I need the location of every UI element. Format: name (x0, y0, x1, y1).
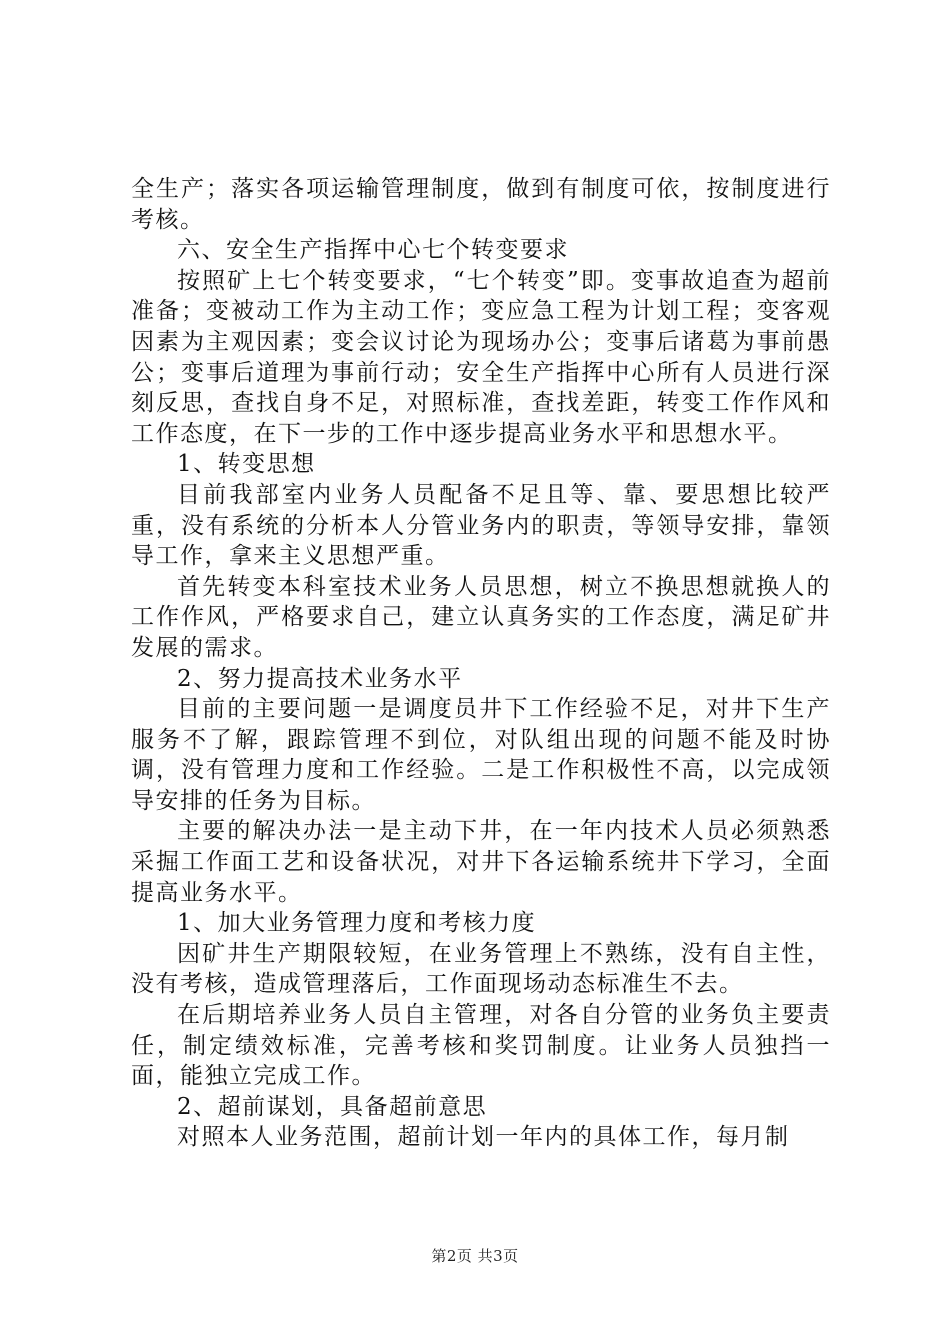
paragraph-short-period: 因矿井生产期限较短，在业务管理上不熟练，没有自主性，没有考核，造成管理落后，工作面现场动态标准生不去。 (131, 940, 831, 998)
paragraph-later-training: 在后期培养业务人员自主管理，对各自分管的业务负主要责任，制定绩效标准，完善考核和奖罚制度。让业务人员独挡一面，能独立完成工作。 (131, 1002, 831, 1090)
page-footer: 第2页 共3页 (431, 1247, 519, 1265)
paragraph-business-scope: 对照本人业务范围，超前计划一年内的具体工作，每月制 (177, 1124, 790, 1151)
paragraph-first-change: 首先转变本科室技术业务人员思想，树立不换思想就换人的工作作风，严格要求自己，建立认真务实的工作态度，满足矿井发展的需求。 (131, 573, 831, 661)
paragraph-seven-changes: 按照矿上七个转变要求，“七个转变”即。变事故追查为超前准备；变被动工作为主动工作；变应急工程为计划工程；变客观因素为主观因素；变会议讨论为现场办公；变事后诸葛为事前愚公；变事后道理为事前行动；安全生产指挥中心所有人员进行深刻反思，查找自身不足，对照标准，查找差距，转变工作作风和工作态度，在下一步的工作中逐步提高业务水平和思想水平。 (131, 267, 831, 447)
subheading-change-thinking: 1、转变思想 (177, 451, 316, 478)
paragraph-solutions: 主要的解决办法一是主动下井，在一年内技术人员必须熟悉采掘工作面工艺和设备状况，对井下各运输系统井下学习，全面提高业务水平。 (131, 818, 831, 906)
paragraph-current-staff: 目前我部室内业务人员配备不足且等、靠、要思想比较严重，没有系统的分析本人分管业务内的职责，等领导安排，靠领导工作，拿来主义思想严重。 (131, 481, 831, 570)
subheading-advance-planning: 2、超前谋划，具备超前意思 (177, 1093, 488, 1120)
paragraph-1: 全生产；落实各项运输管理制度，做到有制度可依，按制度进行考核。 (131, 176, 831, 233)
document-body (131, 174, 831, 1153)
subheading-management: 1、加大业务管理力度和考核力度 (177, 910, 537, 937)
paragraph-main-problems: 目前的主要问题一是调度员井下工作经验不足，对井下生产服务不了解，跟踪管理不到位，对队组出现的问题不能及时协调，没有管理力度和工作经验。二是工作积极性不高，以完成领导安排的任务为目标。 (131, 696, 831, 814)
subheading-improve-skills: 2、努力提高技术业务水平 (177, 665, 463, 692)
section-heading-6: 六、安全生产指挥中心七个转变要求 (177, 237, 569, 264)
